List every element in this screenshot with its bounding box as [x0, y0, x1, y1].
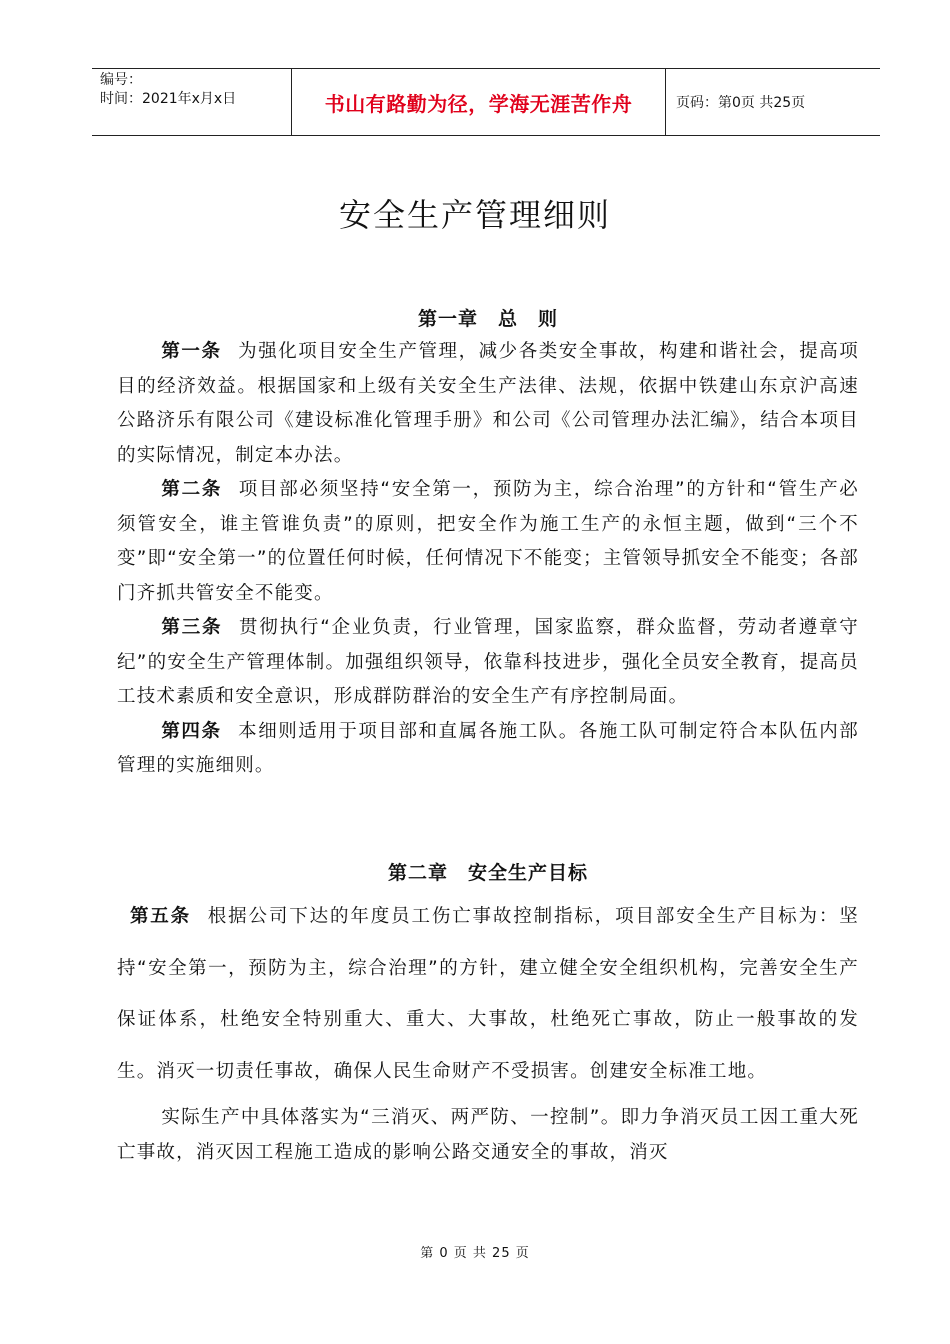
article-5-label: 第五条	[129, 906, 192, 927]
article-5	[117, 891, 859, 1097]
article-3	[117, 611, 859, 715]
article-3-text: 贯彻执行“企业负责，行业管理，国家监察，群众监督，劳动者遵章守纪”的安全生产管理体制。加强组织领导，依靠科技进步，强化全员安全教育，提高员工技术素质和安全意识，形成群防群治的安全生产有序控制局面。	[117, 617, 859, 707]
article-2-text: 项目部必须坚持“安全第一，预防为主，综合治理”的方针和“管生产必须管安全，谁主管谁负责”的原则，把安全作为施工生产的永恒主题，做到“三个不变”即“安全第一”的位置任何时候，任何情况下不能变；主管领导抓安全不能变；各部门齐抓共管安全不能变。	[117, 479, 860, 604]
article-1	[117, 335, 859, 473]
chapter-1	[117, 304, 859, 784]
document-time-label: 时间：2021年x月x日	[100, 91, 237, 107]
page-header	[92, 68, 880, 136]
chapter-1-heading: 第一章 总 则	[417, 308, 558, 330]
article-1-text: 为强化项目安全生产管理，减少各类安全事故，构建和谐社会，提高项目的经济效益。根据国家和上级有关安全生产法律、法规，依据中铁建山东京沪高速公路济乐有限公司《建设标准化管理手册》和公司《公司管理办法汇编》，结合本项目的实际情况，制定本办法。	[117, 341, 860, 466]
page-footer: 第 0 页 共 25 页	[420, 1246, 530, 1261]
chapter-2	[117, 858, 859, 1170]
article-2	[117, 473, 859, 611]
header-motto-cell	[292, 69, 666, 135]
chapter-2-heading: 第二章 安全生产目标	[387, 862, 588, 884]
header-info-cell	[92, 69, 292, 135]
header-page-label: 页码：第0页 共25页	[676, 95, 806, 111]
article-4-label: 第四条	[161, 720, 222, 742]
chapter-2-paragraph	[117, 1101, 859, 1170]
article-5-text: 根据公司下达的年度员工伤亡事故控制指标，项目部安全生产目标为：坚持“安全第一，预防为主，综合治理”的方针，建立健全安全组织机构，完善安全生产保证体系，杜绝安全特别重大、重大、大事故，杜绝死亡事故，防止一般事故的发生。消灭一切责任事故，确保人民生命财产不受损害。创建安全标准工地。	[117, 906, 859, 1082]
article-3-label: 第三条	[161, 617, 223, 638]
article-2-label: 第二条	[161, 479, 223, 500]
document-number-label: 编号：	[100, 72, 142, 88]
header-motto: 书山有路勤为径，学海无涯苦作舟	[324, 91, 633, 116]
document-title: 安全生产管理细则	[338, 196, 611, 234]
header-page-cell	[666, 69, 880, 135]
article-4	[117, 715, 859, 784]
chapter-2-paragraph-text: 实际生产中具体落实为“三消灭、两严防、一控制”。即力争消灭员工因工重大死亡事故，消灭因工程施工造成的影响公路交通安全的事故，消灭	[117, 1107, 859, 1163]
article-4-text: 本细则适用于项目部和直属各施工队。各施工队可制定符合本队伍内部管理的实施细则。	[117, 720, 860, 776]
article-1-label: 第一条	[161, 341, 222, 362]
